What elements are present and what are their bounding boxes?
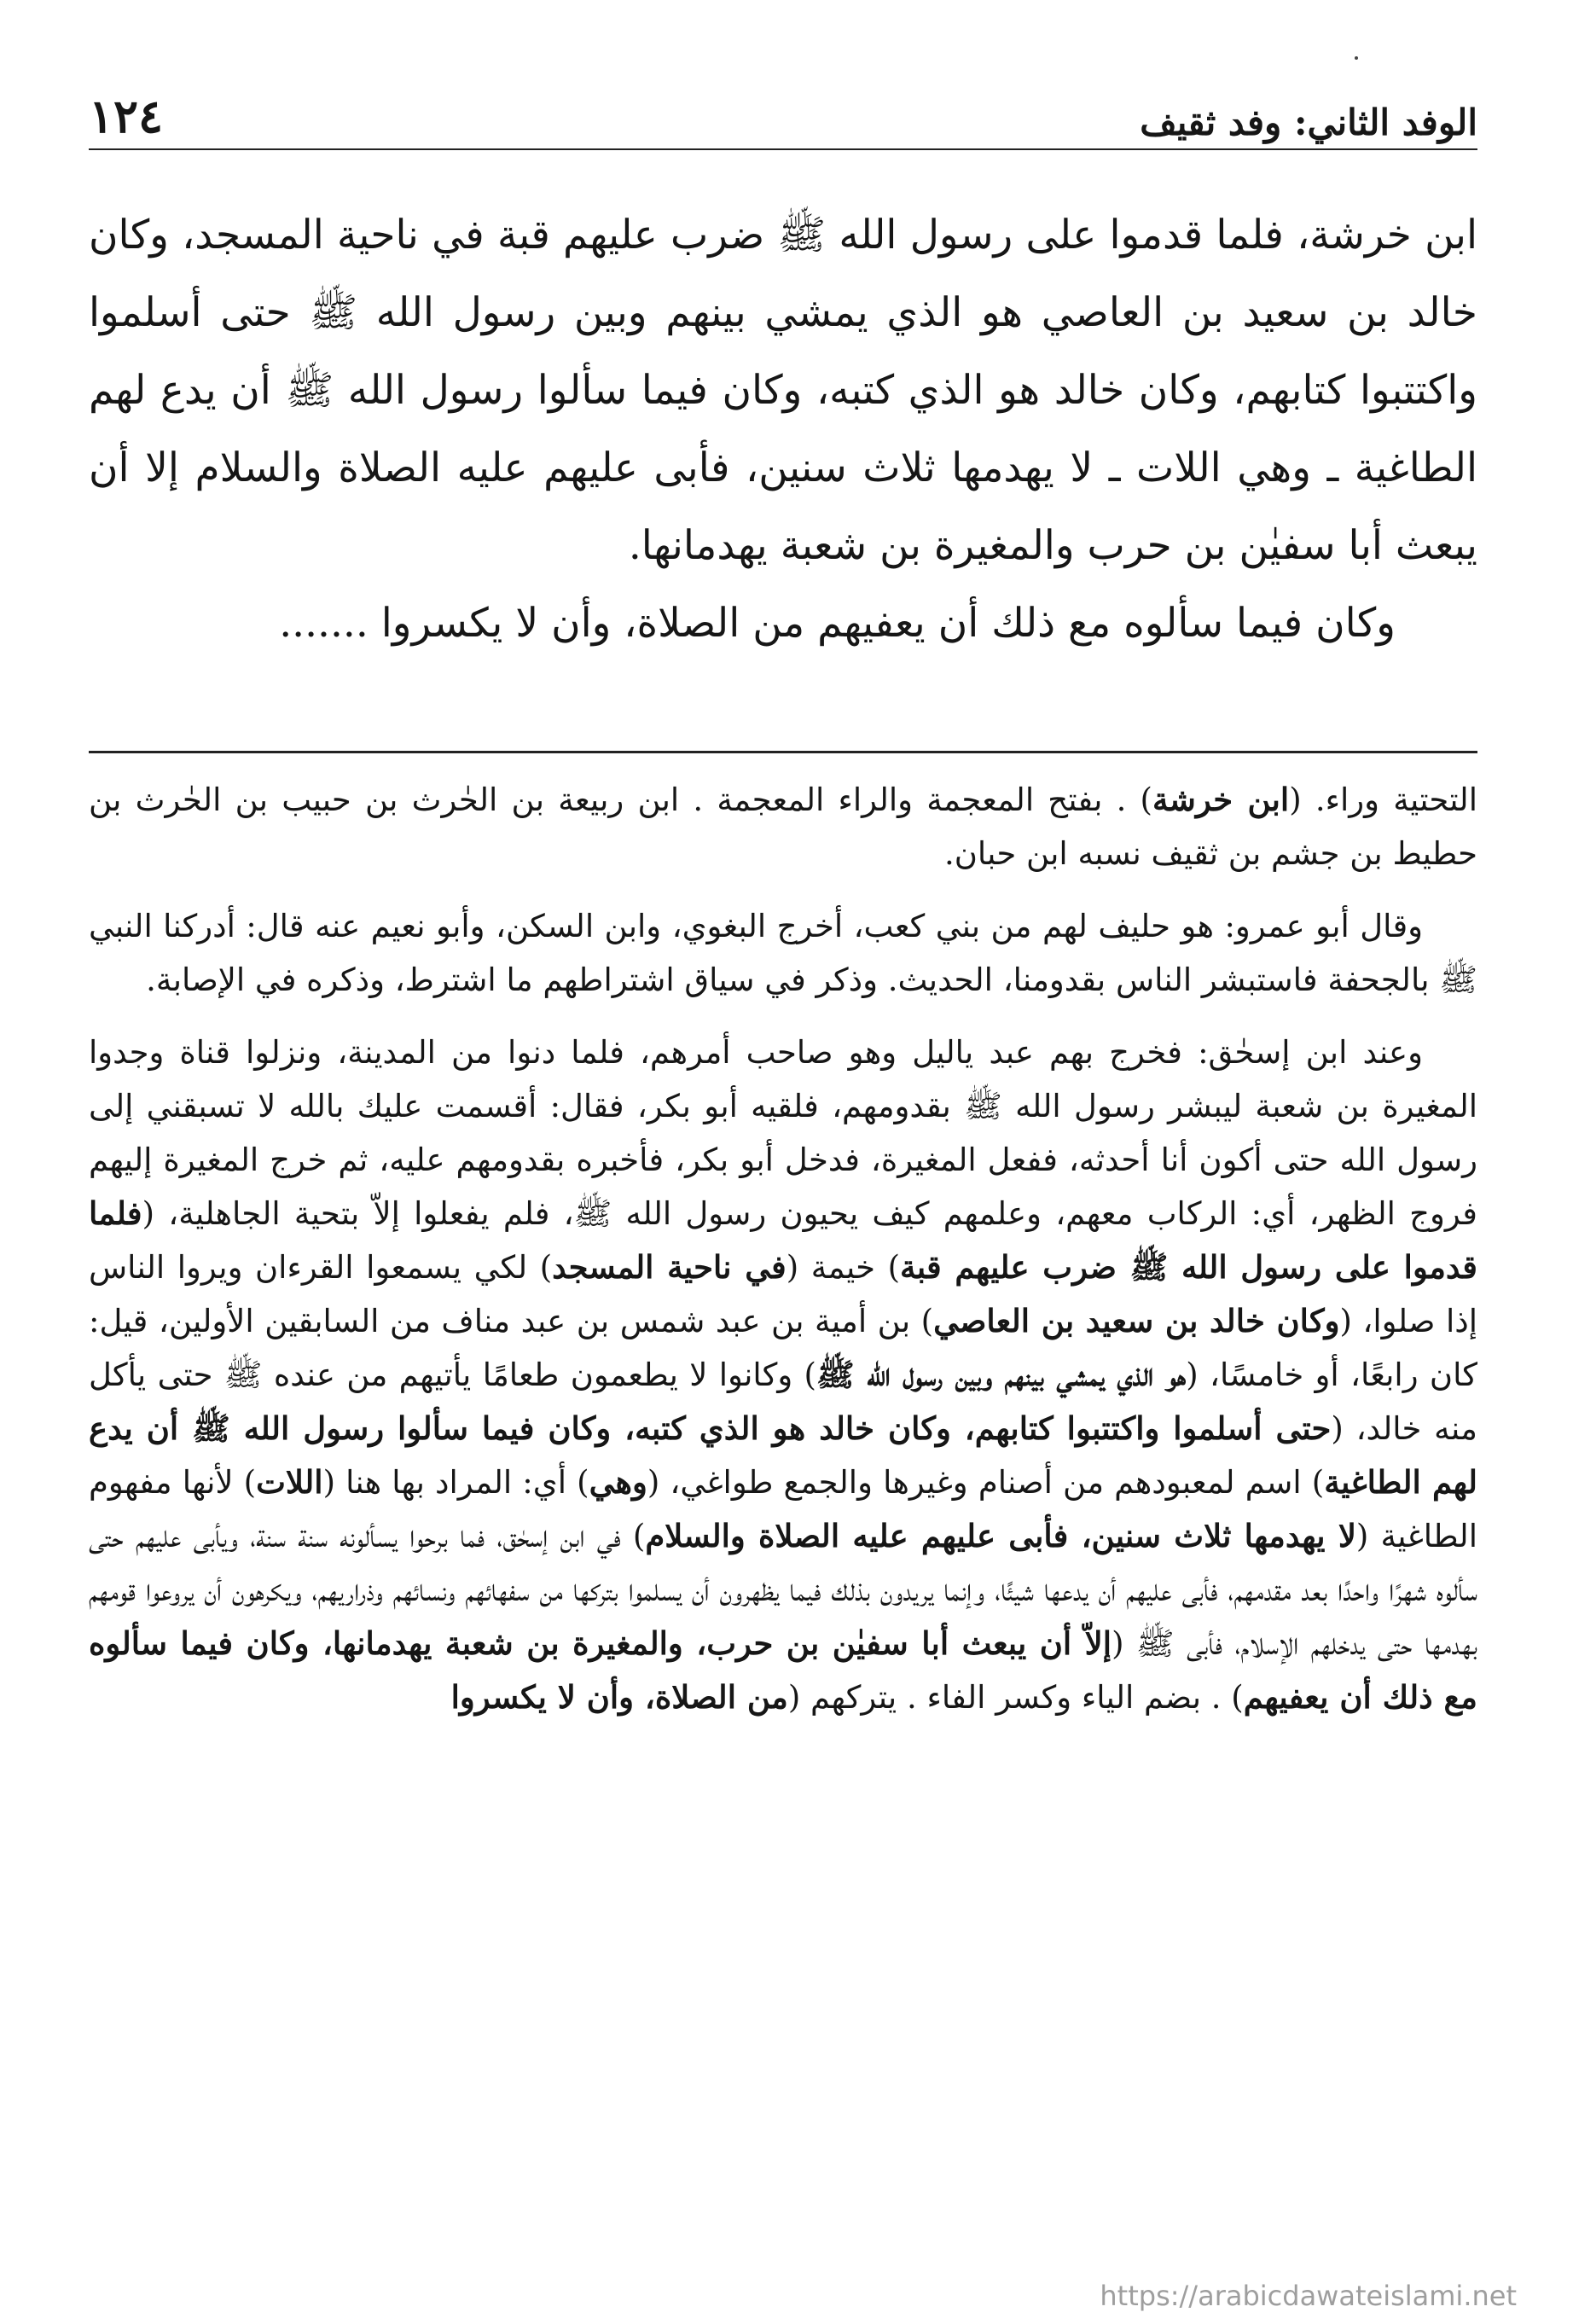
commentary-text: ) وكانوا لا يطعمون طعامًا يأتيهم من عنده ﷺ حتى يأكل منه خالد، ( (89, 1357, 1478, 1447)
commentary-quote: من الصلاة، وأن لا يكسروا (450, 1678, 788, 1716)
commentary-quote: لا يهدمها ثلاث سنين، فأبى عليهم عليه الصلاة والسلام (645, 1517, 1356, 1554)
commentary-quote: اللات (256, 1463, 323, 1501)
commentary-text: ) في ابن إسحٰق، فما برحوا يسألونه سنة سنة، ويأبى عليهم حتى سألوه شهرًا واحدًا بعد مقدمهم، فأبى عليهم أن يدعها شيئًا، وإنما يريدون بذلك فيما يظهرون أن يسلموا بتركها من سفهائهم ونسائهم وذراريهم، ويكرهون أن يروعوا قومهم بهدمها حتى يدخلهم الإسلام، فأبى ﷺ ( (89, 1518, 1477, 1662)
page-header (89, 75, 1477, 150)
scan-speck (1355, 56, 1358, 60)
page-number: ١٢٤ (89, 89, 164, 143)
commentary-text: التحتية وراء. ( (1289, 781, 1477, 818)
commentary-text: وعند ابن إسحٰق: فخرج بهم عبد ياليل وهو صاحب أمرهم، فلما دنوا من المدينة، ونزلوا قناة وجدوا المغيرة بن شعبة ليبشر رسول الله ﷺ بقدومهم، فلقيه أبو بكر، فقال: أقسمت عليك بالله لا تسبقني إلى رسول الله حتى أكون أنا أحدثه، ففعل المغيرة، فدخل أبو بكر، فأخبره بقدومهم عليه، ثم خرج المغيرة إليهم فروج الظهر، أي: الركاب معهم، وعلمهم كيف يحيون رسول الله ﷺ، فلم يفعلوا إلاّ بتحية الجاهلية، ( (89, 1034, 1477, 1232)
commentary-quote: إلاّ أن يبعث أبا سفيٰن بن حرب، والمغيرة بن شعبة يهدمانها، وكان فيما سألوه مع ذلك أن يعفيهم (89, 1624, 1477, 1716)
commentary-quote: فلما قدموا على رسول الله ﷺ ضرب عليهم قبة (89, 1194, 1477, 1286)
commentary-paragraph-1 (89, 773, 1477, 880)
main-paragraph-1: ابن خرشة، فلما قدموا على رسول الله ﷺ ضرب عليهم قبة في ناحية المسجد، وكان خالد بن سعيد بن العاصي هو الذي يمشي بينهم وبين رسول الله ﷺ حتى أسلموا واكتتبوا كتابهم، وكان خالد هو الذي كتبه، وكان فيما سألوا رسول الله ﷺ أن يدع لهم الطاغية ـ وهي اللات ـ لا يهدمها ثلاث سنين، فأبى عليهم عليه الصلاة والسلام إلا أن يبعث أبا سفيٰن بن حرب والمغيرة بن شعبة يهدمانها. (89, 212, 1477, 569)
running-title: الوفد الثاني: وفد ثقيف (1140, 102, 1477, 143)
commentary-text: ) اسم لمعبودهم من أصنام وغيرها والجمع طواغي، ( (647, 1464, 1325, 1501)
commentary-paragraph-3 (89, 1025, 1477, 1724)
commentary-quote: هو الذي يمشي بينهم وبين رسول الله ﷺ (816, 1356, 1187, 1393)
commentary-paragraph-2: وقال أبو عمرو: هو حليف لهم من بني كعب، أخرج البغوي، وابن السكن، وأبو نعيم عنه قال: أدركنا النبي ﷺ بالجحفة فاستبشر الناس بقدومنا، الحديث. وذكر في سياق اشتراطهم ما اشترط، وذكره في الإصابة. (89, 908, 1477, 998)
commentary-text: ) أي: المراد بها هنا ( (322, 1464, 589, 1501)
commentary (89, 773, 1477, 1743)
commentary-text: ) . بفتح المعجمة والراء المعجمة . ابن ربيعة بن الحٰرث بن حبيب بن الحٰرث بن حطيط بن جشم بن ثقيف نسبه ابن حبان. (89, 781, 1477, 872)
main-paragraph-2: وكان فيما سألوه مع ذلك أن يعفيهم من الصلاة، وأن لا يكسروا ....... (279, 600, 1396, 647)
commentary-quote: وكان خالد بن سعيد بن العاصي (933, 1302, 1340, 1339)
watermark-url: https://arabicdawateislami.net (1100, 2280, 1517, 2312)
main-text (89, 196, 1477, 662)
footnote-divider (89, 751, 1477, 753)
commentary-quote: حتى أسلموا واكتتبوا كتابهم، وكان خالد هو الذي كتبه، وكان فيما سألوا رسول الله ﷺ أن يدع لهم الطاغية (89, 1409, 1477, 1501)
commentary-quote: ابن خرشة (1152, 781, 1290, 818)
commentary-text: ) لكي يسمعوا القرءان ويروا الناس إذا صلوا، ( (89, 1249, 1477, 1339)
commentary-text: ) بن أمية بن عبد شمس بن عبد مناف من السابقين الأولين، قيل: كان رابعًا، أو خامسًا، ( (89, 1303, 1477, 1393)
commentary-quote: في ناحية المسجد (552, 1248, 786, 1286)
commentary-text: ) لأنها مفهوم الطاغية ( (89, 1464, 1477, 1554)
commentary-text: ) خيمة ( (786, 1249, 901, 1286)
commentary-quote: وهي (589, 1463, 647, 1501)
commentary-text: ) . بضم الياء وكسر الفاء . يتركهم ( (787, 1679, 1244, 1716)
